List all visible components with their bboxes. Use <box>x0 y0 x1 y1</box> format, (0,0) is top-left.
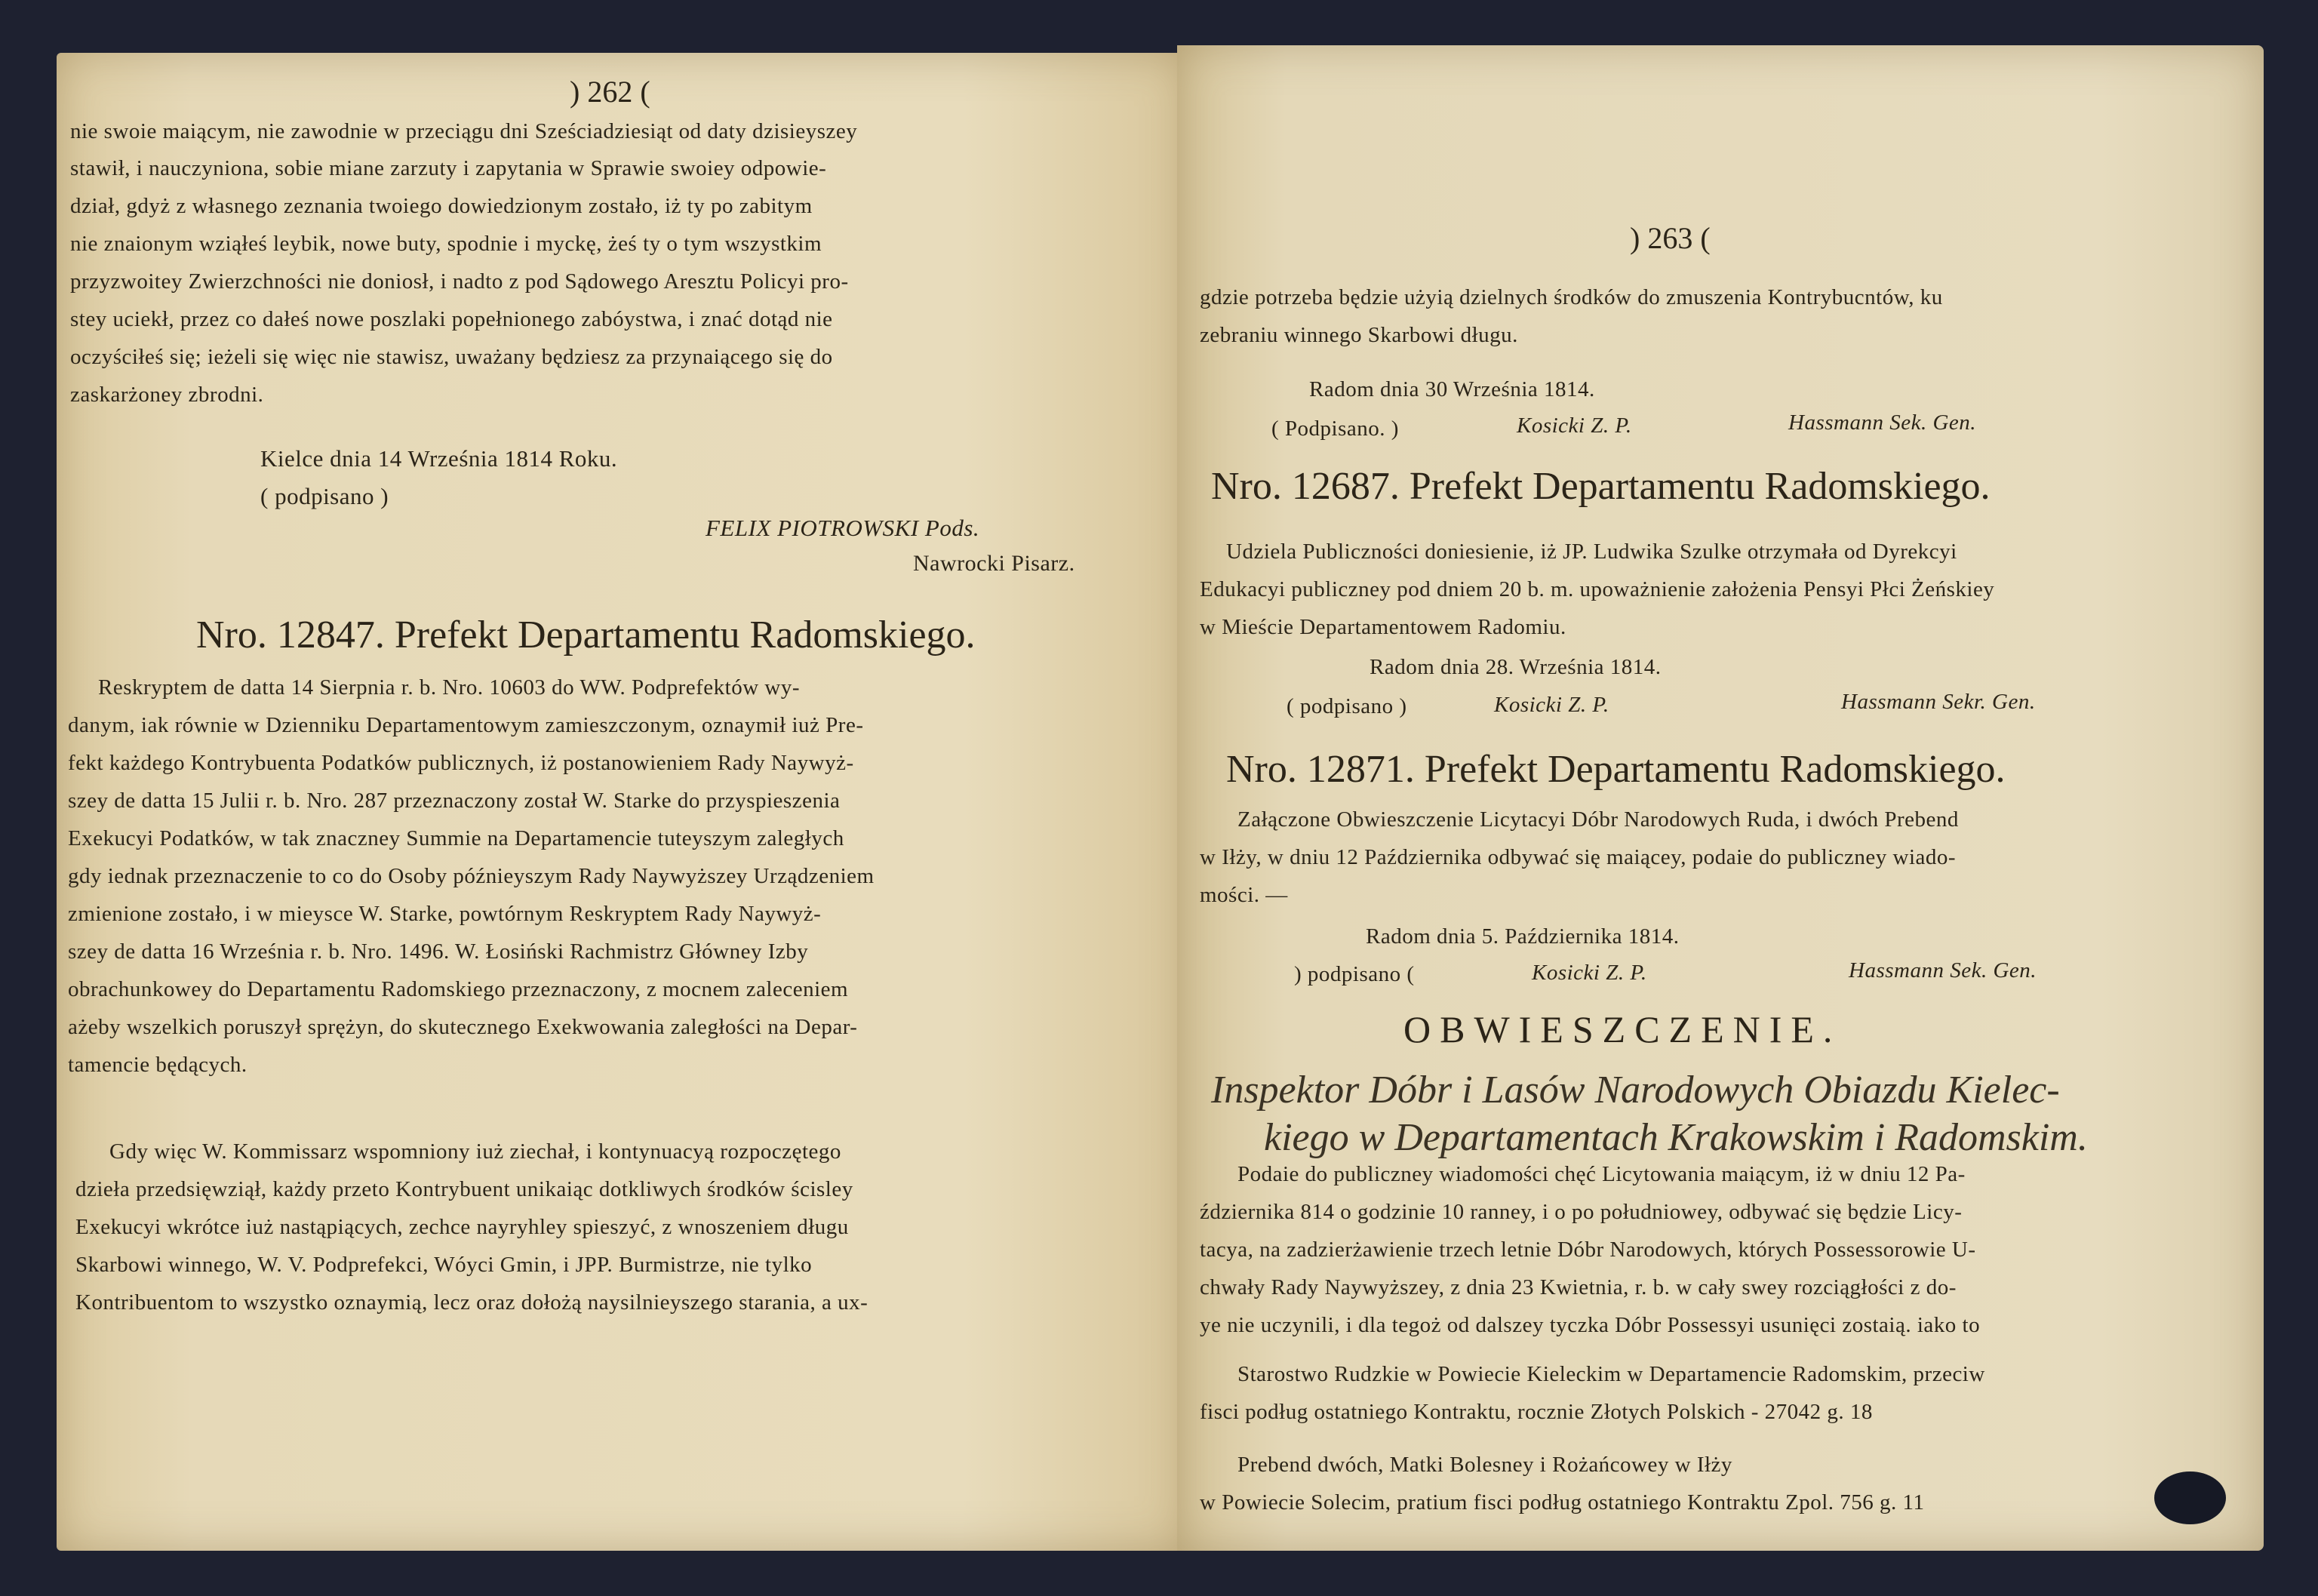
text-line: dział, gdyż z własnego zeznania twoiego dowiedzionym zostało, iż ty po zabitym <box>70 194 813 218</box>
text-line: fisci podług ostatniego Kontraktu, rocznie Złotych Polskich - 27042 g. 18 <box>1200 1400 1873 1424</box>
signature-clerk: Nawrocki Pisarz. <box>913 551 1075 576</box>
page-number-left: ) 262 ( <box>570 75 650 109</box>
text-line: obrachunkowey do Departamentu Radomskiego przeznaczony, z mocnem zaleceniem <box>68 977 849 1001</box>
page-number-right: ) 263 ( <box>1630 221 1711 255</box>
text-line: nie znaionym wziąłeś leybik, nowe buty, spodnie i myckę, żeś ty o tym wszystkim <box>70 232 822 256</box>
text-line: Gdy więc W. Kommissarz wspomniony iuż ziechał, i kontynuacyą rozpoczętego <box>109 1139 841 1164</box>
text-line: Udziela Publiczności doniesienie, iż JP. Ludwika Szulke otrzymała od Dyrekcyi <box>1226 540 1957 564</box>
text-line: tamencie będących. <box>68 1053 247 1077</box>
text-line: ździernika 814 o godzinie 10 ranney, i o po południowey, odbywać się będzie Licy- <box>1200 1200 1963 1224</box>
section-heading: Nro. 12687. Prefekt Departamentu Radomskiego. <box>1211 465 1991 508</box>
dateline: Kielce dnia 14 Września 1814 Roku. <box>260 445 618 472</box>
text-line: nie swoie maiącym, nie zawodnie w przeciągu dni Sześciadziesiąt od daty dzisieyszey <box>70 119 858 143</box>
signature-name: Kosicki Z. P. <box>1517 414 1632 438</box>
text-line: gdzie potrzeba będzie użyią dzielnych środków do zmuszenia Kontrybucntów, ku <box>1200 285 1943 309</box>
text-line: w Iłży, w dniu 12 Października odbywać się maiącey, podaie do publiczney wiado- <box>1200 845 1957 869</box>
page-tear <box>2154 1471 2226 1524</box>
text-line: oczyściłeś się; ieżeli się więc nie stawisz, uważany będziesz za przynaiącego się do <box>70 345 833 369</box>
text-line: gdy iednak przeznaczenie to co do Osoby późnieyszym Rady Naywyższey Urządzeniem <box>68 864 875 888</box>
text-line: mości. — <box>1200 883 1288 907</box>
text-line: szey de datta 16 Września r. b. Nro. 1496. W. Łosiński Rachmistrz Główney Izby <box>68 939 809 964</box>
script-title-line: kiego w Departamentach Krakowskim i Radomskim. <box>1264 1116 2088 1159</box>
signature-name: Kosicki Z. P. <box>1494 693 1609 717</box>
dateline: Radom dnia 30 Września 1814. <box>1309 377 1595 401</box>
text-line: fekt każdego Kontrybuenta Podatków publicznych, iż postanowieniem Rady Naywyż- <box>68 751 854 775</box>
text-line: zebraniu winnego Skarbowi długu. <box>1200 323 1518 347</box>
text-line: szey de datta 15 Julii r. b. Nro. 287 przeznaczony został W. Starke do przyspieszenia <box>68 789 841 813</box>
signed-note: ( podpisano ) <box>1287 694 1407 718</box>
signed-note: ) podpisano ( <box>1294 962 1415 986</box>
left-page <box>57 53 1188 1551</box>
dateline: Radom dnia 5. Października 1814. <box>1366 924 1680 949</box>
notice-title: OBWIESZCZENIE. <box>1403 1008 1842 1050</box>
text-line: przyzwoitey Zwierzchności nie doniosł, i nadto z pod Sądowego Aresztu Policyi pro- <box>70 269 849 294</box>
script-title-line: Inspektor Dóbr i Lasów Narodowych Obiazdu Kielec- <box>1211 1069 2060 1112</box>
signature-name: Hassmann Sek. Gen. <box>1788 411 1977 435</box>
text-line: stey uciekł, przez co dałeś nowe poszlaki popełnionego zabóystwa, i znać dotąd nie <box>70 307 833 331</box>
text-line: stawił, i nauczyniona, sobie miane zarzuty i zapytania w Sprawie swoiey odpowie- <box>70 156 827 180</box>
text-line: danym, iak równie w Dzienniku Departamentowym zamieszczonym, oznaymił iuż Pre- <box>68 713 864 737</box>
signature-name: Kosicki Z. P. <box>1532 961 1647 985</box>
text-line: Podaie do publiczney wiadomości chęć Licytowania maiącym, iż w dniu 12 Pa- <box>1237 1162 1966 1186</box>
signature-name: Hassmann Sek. Gen. <box>1849 958 2037 983</box>
text-line: Exekucyi Podatków, w tak znaczney Summie na Departamencie tuteyszym zaległych <box>68 826 844 850</box>
text-line: dzieła przedsięwziął, każdy przeto Kontrybuent unikaiąc dotkliwych środków ścisley <box>75 1177 853 1201</box>
text-line: tacya, na zadzierżawienie trzech letnie Dóbr Narodowych, których Possessorowie U- <box>1200 1238 1976 1262</box>
text-line: Kontribuentom to wszystko oznaymią, lecz oraz dołożą naysilnieyszego starania, a ux- <box>75 1290 868 1315</box>
text-line: w Mieście Departamentowem Radomiu. <box>1200 615 1566 639</box>
signed-note: ( Podpisano. ) <box>1271 417 1399 441</box>
text-line: Edukacyi publiczney pod dniem 20 b. m. upoważnienie założenia Pensyi Płci Żeńskiey <box>1200 577 1995 601</box>
text-line: zaskarżoney zbrodni. <box>70 383 264 407</box>
section-heading: Nro. 12847. Prefekt Departamentu Radomskiego. <box>196 613 976 657</box>
signed-note: ( podpisano ) <box>260 483 389 509</box>
text-line: Reskryptem de datta 14 Sierpnia r. b. Nro. 10603 do WW. Podprefektów wy- <box>98 675 801 700</box>
text-line: Exekucyi wkrótce iuż nastąpiących, zechce nayryhley spieszyć, z wnoszeniem długu <box>75 1215 849 1239</box>
text-line: ażeby wszelkich poruszył sprężyn, do skutecznego Exekwowania zaległości na Depar- <box>68 1015 858 1039</box>
text-line: Prebend dwóch, Matki Bolesney i Rożańcowey w Iłży <box>1237 1453 1732 1477</box>
text-line: Załączone Obwieszczenie Licytacyi Dóbr Narodowych Ruda, i dwóch Prebend <box>1237 807 1959 832</box>
text-line: ye nie uczynili, i dla tegoż od dalszey tyczka Dóbr Possessyi usunięci zostaią. iako to <box>1200 1313 1981 1337</box>
section-heading: Nro. 12871. Prefekt Departamentu Radomskiego. <box>1226 748 2006 791</box>
dateline: Radom dnia 28. Września 1814. <box>1370 655 1662 679</box>
text-line: Skarbowi winnego, W. V. Podprefekci, Wóyci Gmin, i JPP. Burmistrze, nie tylko <box>75 1253 813 1277</box>
text-line: w Powiecie Solecim, pratium fisci podług ostatniego Kontraktu Zpol. 756 g. 11 <box>1200 1490 1925 1515</box>
text-line: Starostwo Rudzkie w Powiecie Kieleckim w Departamencie Radomskim, przeciw <box>1237 1362 1985 1386</box>
signature-name: Hassmann Sekr. Gen. <box>1841 690 2036 714</box>
signature-name: FELIX PIOTROWSKI Pods. <box>706 515 980 541</box>
text-line: zmienione zostało, i w mieysce W. Starke, powtórnym Reskryptem Rady Naywyż- <box>68 902 822 926</box>
text-line: chwały Rady Naywyższey, z dnia 23 Kwietnia, r. b. w cały swey rozciągłości z do- <box>1200 1275 1957 1299</box>
right-page <box>1177 45 2264 1551</box>
